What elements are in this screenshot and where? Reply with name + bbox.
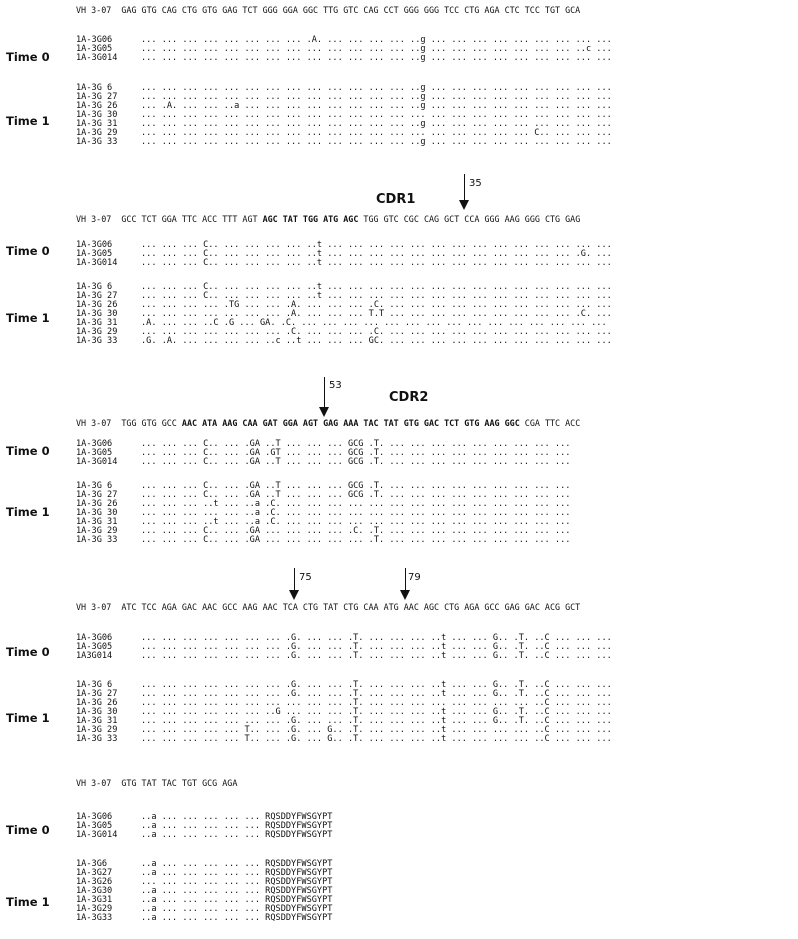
seq-row: 1A-3G06 (76, 633, 113, 643)
arrow-75-shaft (294, 568, 295, 592)
seq-row: ... ... ... ... ... ... RQSDDYFWSGYPT (141, 877, 333, 887)
seq-row: 1A-3G 26 (76, 698, 118, 708)
seq-row: 1A-3G 33 (76, 734, 118, 744)
seq-row: ... ... ... ... ... ... ... ... ... ... ... ... ... ..g ... ... ... ... ... ... ... ... ... (141, 92, 612, 102)
seq-row: ... ... ... ... ... ... ... ... ... ... ... ... ... ..g ... ... ... ... ... ... ... ... ... (141, 137, 612, 147)
seq-row: 1A-3G 33 (76, 336, 118, 346)
seq-row: 1A-3G 27 (76, 92, 118, 102)
position-75: 75 (299, 572, 312, 583)
seq-row: ..a ... ... ... ... ... RQSDDYFWSGYPT (141, 886, 333, 896)
seq-row: ... ... ... C.. ... .GA ..T ... ... ... GCG .T. ... ... ... ... ... ... ... ... ... (141, 439, 571, 449)
seq-row: ... ... ... ... ... ... ... ... ... ... ... ... ... ..g ... ... ... ... ... ... ... ... ... (141, 83, 612, 93)
seq-row: ... ... ... C.. ... ... ... ... ..t ... ... ... ... ... ... ... ... ... ... ... ... ... ... (141, 240, 612, 250)
seq-row: 1A-3G014 (76, 53, 118, 63)
ref-row-block4: VH 3-07 ATC TCC AGA GAC AAC GCC AAG AAC TCA CTG TAT CTG CAA ATG AAC AGC CTG AGA GCC GAG GAC ACG GCT (76, 602, 581, 612)
seq-row: ... ... ... ... ... ... ... ... ... ... ... ... ... ..g ... ... ... ... ... ... ... ... ... (141, 53, 612, 63)
time1-label-block2: Time 1 (6, 311, 50, 325)
seq-row: 1A-3G 27 (76, 490, 118, 500)
seq-row: 1A-3G05 (76, 249, 113, 259)
seq-row: 1A-3G33 (76, 913, 113, 923)
seq-row: ... ... ... ... ... ... ... .G. ... ... .T. ... ... ... ..t ... ... G.. .T. ..C ... ... ... (141, 680, 612, 690)
arrow-53-shaft (324, 377, 325, 411)
seq-row: 1A-3G31 (76, 895, 113, 905)
seq-row: ... ... ... C.. ... ... ... ... ..t ... ... ... ... ... ... ... ... ... ... ... ... .G. ... (141, 249, 612, 259)
seq-row: 1A-3G06 (76, 439, 113, 449)
seq-row: 1A-3G014 (76, 830, 118, 840)
seq-row: ..a ... ... ... ... ... RQSDDYFWSGYPT (141, 859, 333, 869)
seq-row: ... .A. ... ... ..a ... ... ... ... ... ... ... ... ..g ... ... ... ... ... ... ... ... ... (141, 101, 612, 111)
seq-row: 1A-3G 30 (76, 110, 118, 120)
seq-row: 1A-3G26 (76, 877, 113, 887)
seq-row: 1A-3G 30 (76, 508, 118, 518)
seq-row: ... ... ... ... ... ... ... .G. ... ... .T. ... ... ... ..t ... ... G.. .T. ..C ... ... ... (141, 651, 612, 661)
seq-row: ... ... ... ... ... ... ... .G. ... ... .T. ... ... ... ..t ... ... G.. .T. ..C ... ... ... (141, 633, 612, 643)
seq-row: 1A-3G06 (76, 812, 113, 822)
seq-row: ..a ... ... ... ... ... RQSDDYFWSGYPT (141, 821, 333, 831)
seq-row: 1A-3G 6 (76, 83, 113, 93)
seq-row: ..a ... ... ... ... ... RQSDDYFWSGYPT (141, 895, 333, 905)
seq-row: 1A-3G27 (76, 868, 113, 878)
seq-row: 1A-3G05 (76, 448, 113, 458)
seq-row: ... ... ... ..t ... ..a .C. ... ... ... ... ... ... ... ... ... ... ... ... ... ... (141, 499, 571, 509)
seq-row: 1A-3G 26 (76, 101, 118, 111)
seq-row: ... ... ... ... ... T.. ... .G. ... G.. .T. ... ... ... ..t ... ... ... ... ..C ... ... ... (141, 734, 612, 744)
position-35: 35 (469, 178, 482, 189)
seq-row: ..a ... ... ... ... ... RQSDDYFWSGYPT (141, 913, 333, 923)
ref-row-block2: VH 3-07 GCC TCT GGA TTC ACC TTT AGT AGC TAT TGG ATG AGC TGG GTC CGC CAG GCT CCA GGG AAG GGG CTG GAG (76, 214, 581, 224)
ref-row-block3: VH 3-07 TGG GTG GCC AAC ATA AAG CAA GAT GGA AGT GAG AAA TAC TAT GTG GAC TCT GTG AAG GGC CGA TTC ACC (76, 418, 581, 428)
seq-row: ... ... ... ... ... ... ... ... ... ... ... ... ... ... ... ... ... ... ... C.. ... ... ... (141, 128, 612, 138)
seq-row: 1A-3G30 (76, 886, 113, 896)
time0-label-block1: Time 0 (6, 50, 50, 64)
seq-row: 1A-3G014 (76, 258, 118, 268)
seq-row: 1A-3G06 (76, 35, 113, 45)
seq-row: ... ... ... ... ... ... ... ... ... ... ... ... ... ... ... ... ... ... ... ... ... ... ... (141, 110, 612, 120)
seq-row: .A. ... ... ..C .G ... GA. .C. ... ... ... ... ... ... ... ... ... ... ... ... ... ... ... (141, 318, 607, 328)
seq-row: 1A-3G 27 (76, 689, 118, 699)
time0-label-block4: Time 0 (6, 645, 50, 659)
seq-row: 1A-3G 31 (76, 517, 118, 527)
seq-row: 1A-3G05 (76, 642, 113, 652)
position-53: 53 (329, 380, 342, 391)
arrow-79-shaft (405, 568, 406, 592)
seq-row: ... ... ... ... ... ... ... .A. ... ... ... T.T ... ... ... ... ... ... ... ... ... .C. ... (141, 309, 612, 319)
seq-row: 1A-3G 33 (76, 137, 118, 147)
seq-row: ... ... ... ... ... ... ... ... .A. ... ... ... ... ..g ... ... ... ... ... ... ... ... ... (141, 35, 612, 45)
arrow-53-head (319, 407, 329, 417)
seq-row: 1A-3G 27 (76, 291, 118, 301)
seq-row: ... ... ... C.. ... .GA ... ... ... ... .C. .T. ... ... ... ... ... ... ... ... ... (141, 526, 571, 536)
seq-row: 1A-3G 6 (76, 680, 113, 690)
time1-label-block5: Time 1 (6, 895, 50, 909)
cdr2-label: CDR2 (389, 390, 429, 405)
seq-row: ... ... ... ... ... ... ... ... ... ... .T. ... ... ... ... ... ... ... ... ..C ... ... ... (141, 698, 612, 708)
time0-label-block5: Time 0 (6, 823, 50, 837)
seq-row: ... ... ... C.. ... .GA ..T ... ... ... GCG .T. ... ... ... ... ... ... ... ... ... (141, 457, 571, 467)
seq-row: 1A-3G06 (76, 240, 113, 250)
seq-row: 1A-3G014 (76, 457, 118, 467)
seq-row: ..a ... ... ... ... ... RQSDDYFWSGYPT (141, 904, 333, 914)
time0-label-block3: Time 0 (6, 444, 50, 458)
seq-row: 1A-3G 31 (76, 318, 118, 328)
seq-row: ... ... ... ... ... ..a .C. ... ... ... ... ... ... ... ... ... ... ... ... ... ... (141, 508, 571, 518)
seq-row: 1A3G014 (76, 651, 113, 661)
seq-row: ... ... ... ... ... T.. ... .G. ... G.. .T. ... ... ... ..t ... ... ... ... ..C ... ... ... (141, 725, 612, 735)
seq-row: ... ... ... ... ... ... ... ... ... ... ... ... ... ..g ... ... ... ... ... ... ... ... ... (141, 119, 612, 129)
time1-label-block3: Time 1 (6, 505, 50, 519)
seq-row: 1A-3G 6 (76, 282, 113, 292)
seq-row: 1A-3G 29 (76, 526, 118, 536)
time0-label-block2: Time 0 (6, 244, 50, 258)
seq-row: ... ... ... ... ... ... ... .G. ... ... .T. ... ... ... ..t ... ... G.. .T. ..C ... ... ... (141, 716, 612, 726)
seq-row: ... ... ... C.. ... .GA .GT ... ... ... GCG .T. ... ... ... ... ... ... ... ... ... (141, 448, 571, 458)
seq-row: ..a ... ... ... ... ... RQSDDYFWSGYPT (141, 830, 333, 840)
seq-row: ... ... ... C.. ... .GA ..T ... ... ... GCG .T. ... ... ... ... ... ... ... ... ... (141, 481, 571, 491)
seq-row: ... ... ... C.. ... ... ... ... ..t ... ... ... ... ... ... ... ... ... ... ... ... ... ... (141, 282, 612, 292)
seq-row: 1A-3G 31 (76, 716, 118, 726)
seq-row: ..a ... ... ... ... ... RQSDDYFWSGYPT (141, 812, 333, 822)
seq-row: ... ... ... ... ... ... ... ... ... ... ... ... ... ..g ... ... ... ... ... ... ... ..c ... (141, 44, 612, 54)
seq-row: ... ... ... ... ... ... ... .G. ... ... .T. ... ... ... ..t ... ... G.. .T. ..C ... ... ... (141, 642, 612, 652)
seq-row: ... ... ... C.. ... .GA ..T ... ... ... GCG .T. ... ... ... ... ... ... ... ... ... (141, 490, 571, 500)
seq-row: 1A-3G05 (76, 44, 113, 54)
seq-row: 1A-3G 29 (76, 327, 118, 337)
seq-row: 1A-3G29 (76, 904, 113, 914)
arrow-75-head (289, 590, 299, 600)
seq-row: 1A-3G 29 (76, 128, 118, 138)
seq-row: 1A-3G6 (76, 859, 108, 869)
seq-row: 1A-3G 31 (76, 119, 118, 129)
seq-row: 1A-3G 30 (76, 707, 118, 717)
seq-row: ... ... ... ... ... ... ..G ... ... ... .T. ... ... ... ..t ... ... G.. .T. ..C ... ... ... (141, 707, 612, 717)
ref-row-block5: VH 3-07 GTG TAT TAC TGT GCG AGA (76, 778, 238, 788)
cdr1-label: CDR1 (376, 192, 416, 207)
seq-row: 1A-3G05 (76, 821, 113, 831)
time1-label-block1: Time 1 (6, 114, 50, 128)
seq-row: 1A-3G 30 (76, 309, 118, 319)
seq-row: 1A-3G 26 (76, 499, 118, 509)
seq-row: ... ... ... ... ... ... ... .C. ... ... ... .C. ... ... ... ... ... ... ... ... ... ... ... (141, 327, 612, 337)
seq-row: ... ... ... C.. ... ... ... ... ..t ... ... ... ... ... ... ... ... ... ... ... ... ... ... (141, 258, 612, 268)
seq-row: 1A-3G 29 (76, 725, 118, 735)
time1-label-block4: Time 1 (6, 711, 50, 725)
seq-row: ..a ... ... ... ... ... RQSDDYFWSGYPT (141, 868, 333, 878)
arrow-79-head (400, 590, 410, 600)
seq-row: ... ... ... ... ... ... ... .G. ... ... .T. ... ... ... ..t ... ... G.. .T. ..C ... ... ... (141, 689, 612, 699)
seq-row: 1A-3G 6 (76, 481, 113, 491)
seq-row: .G. .A. ... ... ... ... ..c ..t ... ... ... GC. ... ... ... ... ... ... ... ... ... ... ... (141, 336, 612, 346)
ref-row-block1: VH 3-07 GAG GTG CAG CTG GTG GAG TCT GGG GGA GGC TTG GTC CAG CCT GGG GGG TCC CTG AGA CTC TCC TGT GCA (76, 5, 581, 15)
arrow-35-head (459, 200, 469, 210)
seq-row: 1A-3G 33 (76, 535, 118, 545)
seq-row: ... ... ... ... .TG ... ... .A. ... ... ... .C. ... ... ... ... ... ... ... ... ... ... ... (141, 300, 612, 310)
seq-row: ... ... ... ..t ... ..a .C. ... ... ... ... ... ... ... ... ... ... ... ... ... ... (141, 517, 571, 527)
position-79: 79 (408, 572, 421, 583)
seq-row: ... ... ... C.. ... ... ... ... ..t ... ... ... ... ... ... ... ... ... ... ... ... ... ... (141, 291, 612, 301)
seq-row: 1A-3G 26 (76, 300, 118, 310)
seq-row: ... ... ... C.. ... .GA ... ... ... ... ... .T. ... ... ... ... ... ... ... ... ... (141, 535, 571, 545)
